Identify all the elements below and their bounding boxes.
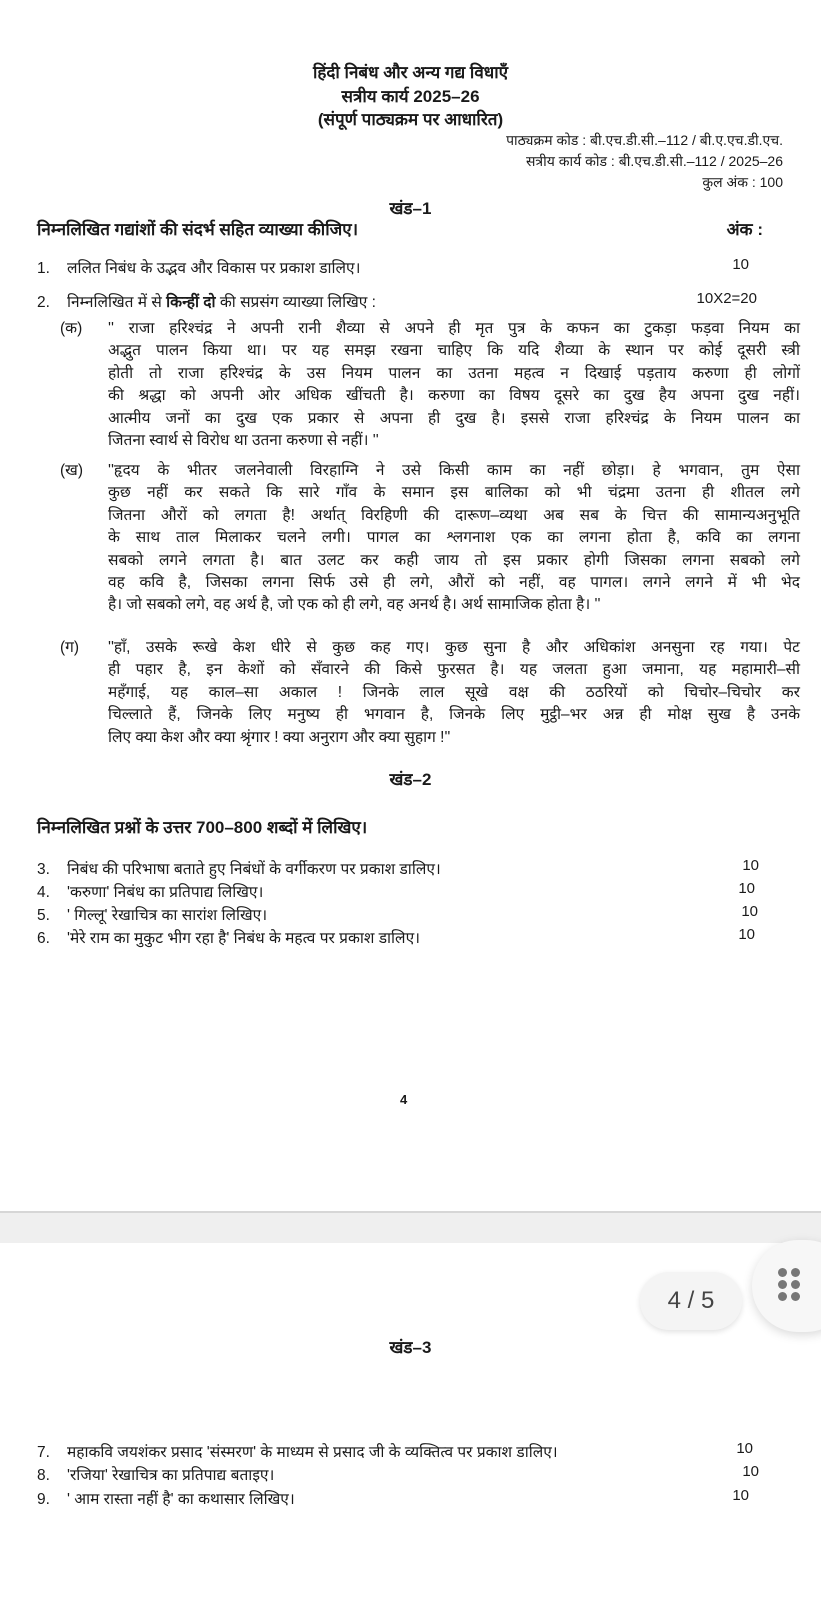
question-text: ' आम रास्ता नहीं है' का कथासार लिखिए।: [67, 1491, 295, 1508]
passage-line: सबको लगने लगता है। बात उलट कर कही जाय तो इस प्रकार होगी जिसका लगना सबको लगे: [108, 551, 800, 569]
passage-line: वह कवि है, जिसका लगना सिर्फ उसे ही लगे, औरों को नहीं, वह पागल। लगने लगने में भी भेद: [108, 574, 800, 592]
course-code: पाठ्यक्रम कोड : बी.एच.डी.सी.–112 / बी.ए.एच.डी.एच.: [506, 132, 783, 148]
passage-ka: [60, 318, 800, 452]
passage-ga: [60, 637, 800, 749]
question-number: 1.: [37, 260, 50, 277]
passage-line: आत्मीय जनों का दुख एक प्रकार से अपना ही दुख है। इससे राजा हरिश्चंद्र के नियम पालन का: [108, 409, 800, 427]
question-9: [37, 1487, 295, 1509]
question-1-marks: 10: [732, 256, 749, 273]
question-text: ललित निबंध के उद्भव और विकास पर प्रकाश डालिए।: [67, 260, 361, 277]
question-text: 'मेरे राम का मुकुट भीग रहा है' निबंध के महत्व पर प्रकाश डालिए।: [67, 930, 421, 947]
question-number: 2.: [37, 294, 50, 311]
question-number: 4.: [37, 884, 50, 901]
marks-label: अंक :: [726, 220, 763, 239]
question-number: 9.: [37, 1491, 50, 1508]
question-3: [37, 857, 441, 879]
grid-dots-icon: [778, 1268, 800, 1302]
page-separator: [0, 1211, 821, 1243]
question-number: 5.: [37, 907, 50, 924]
passage-line: ''हाँ, उसके रूखे केश धीरे से कुछ कह गए। कुछ सुना है और अधिकांश अनसुना रह गया। पेट: [108, 639, 800, 656]
section-1-instruction: निम्नलिखित गद्यांशों की संदर्भ सहित व्याख्या कीजिए।: [37, 220, 359, 239]
section-2-instruction: निम्नलिखित प्रश्नों के उत्तर 700–800 शब्दों में लिखिए।: [37, 818, 368, 837]
total-marks: कुल अंक : 100: [702, 174, 783, 190]
page-number: 4: [400, 1092, 408, 1107]
passage-line: के साथ ताल मिलाकर चलने लगी। पागल का श्लगनाश एक का लगना होता है, कवि का लगना: [108, 529, 800, 547]
passage-label: (क): [60, 320, 83, 337]
section-2-title: खंड–2: [389, 770, 432, 789]
question-6: [37, 926, 420, 948]
passage-line: महँगाई, यह काल–सा अकाल ! जिनके लाल सूखे वक्ष की ठठरियों को चिचोर–चिचोर कर: [108, 683, 800, 701]
question-number: 7.: [37, 1444, 50, 1461]
question-text: महाकवि जयशंकर प्रसाद 'संस्मरण' के माध्यम से प्रसाद जी के व्यक्तित्व पर प्रकाश डालिए।: [67, 1444, 558, 1461]
question-1: [37, 256, 361, 278]
question-4: [37, 880, 263, 902]
passage-line: जितना स्वार्थ से विरोध था उतना करुणा से नहीं। '': [108, 432, 379, 450]
passage-line: '' राजा हरिश्चंद्र ने अपनी रानी शैव्या से अपने ही मृत पुत्र के कफन का टुकड़ा फड़वा नियम का: [108, 320, 800, 337]
question-emphasis: किन्हीं दो: [166, 294, 216, 311]
document-basis: (संपूर्ण पाठ्यक्रम पर आधारित): [317, 110, 504, 129]
passage-line: ही पहार है, इन केशों को सँवारने की किसे फुरसत है। यह जलता हुआ जमाना, यह महामारी–सी: [108, 661, 800, 679]
passage-line: होती तो राजा हरिश्चंद्र के उस नियम पालन का उतना महत्व न दिखाई पड़ताय करुणा ही लोगों: [108, 364, 800, 382]
question-8: [37, 1463, 274, 1485]
question-4-marks: 10: [738, 880, 755, 897]
question-3-marks: 10: [742, 857, 759, 874]
assignment-code: सत्रीय कार्य कोड : बी.एच.डी.सी.–112 / 2025–26: [525, 153, 783, 169]
section-3-title: खंड–3: [389, 1338, 432, 1357]
question-5-marks: 10: [741, 903, 758, 920]
question-5: [37, 903, 267, 925]
passage-line: चिल्लाते हैं, जिनके लिए मनुष्य ही भगवान है, जिनके लिए मुट्ठी–भर अन्न ही मोक्ष सुख है उनके: [108, 706, 800, 724]
passage-line: अद्भुत पालन किया था। पर यह समझ रखना चाहिए कि यदि शैव्या के स्थान पर कोई दूसरी स्त्री: [108, 342, 800, 360]
passage-label: (ग): [60, 639, 80, 656]
passage-label: (ख): [60, 462, 84, 479]
question-number: 8.: [37, 1467, 50, 1484]
passage-line: है। जो सबको लगे, वह अर्थ है, जो एक को ही लगे, वह अनर्थ है। अर्थ सामाजिक होता है। '': [108, 596, 601, 614]
page-indicator[interactable]: [640, 1272, 742, 1330]
question-7: [37, 1440, 558, 1462]
page-indicator-text: 4 / 5: [667, 1287, 715, 1314]
question-text: निम्नलिखित में से: [67, 294, 167, 311]
question-text: निबंध की परिभाषा बताते हुए निबंधों के वर्गीकरण पर प्रकाश डालिए।: [67, 861, 441, 878]
question-2-marks: 10X2=20: [696, 290, 757, 307]
question-7-marks: 10: [736, 1440, 753, 1457]
question-text: की सप्रसंग व्याख्या लिखिए :: [215, 294, 376, 311]
document-title: हिंदी निबंध और अन्य गद्य विधाएँ: [312, 63, 509, 82]
question-2: [37, 290, 376, 312]
question-9-marks: 10: [732, 1487, 749, 1504]
passage-line: की श्रद्धा को अपनी ओर अधिक खींचती है। करुणा का विषय दूसरे का दुख हैय अपना दुख नहीं।: [108, 387, 800, 405]
question-text: 'रजिया' रेखाचित्र का प्रतिपाद्य बताइए।: [67, 1467, 275, 1484]
question-text: ' गिल्लू' रेखाचित्र का सारांश लिखिए।: [67, 907, 268, 924]
passage-line: लिए क्या केश और क्या श्रृंगार ! क्या अनुराग और क्या सुहाग !'': [108, 728, 451, 746]
question-6-marks: 10: [738, 926, 755, 943]
question-number: 3.: [37, 861, 50, 878]
passage-line: कुछ नहीं कर सकते कि सारे गाँव के समान इस बालिका को भी चंद्रमा उतना ही शीतल लगे: [108, 484, 800, 502]
passage-line: जितना औरों को लगता है! अर्थात् विरहिणी की दारूण–व्यथा अब सब के चित्त की सामान्यअनुभूति: [108, 506, 800, 524]
question-8-marks: 10: [742, 1463, 759, 1480]
passage-kha: [60, 460, 800, 617]
document-subtitle: सत्रीय कार्य 2025–26: [341, 87, 480, 106]
section-1-title: खंड–1: [389, 199, 432, 218]
question-number: 6.: [37, 930, 50, 947]
question-text: 'करुणा' निबंध का प्रतिपाद्य लिखिए।: [67, 884, 264, 901]
passage-line: ''हृदय के भीतर जलनेवाली विरहाग्नि ने उसे किसी काम का नहीं छोड़ा। हे भगवान, तुम ऐसा: [108, 462, 800, 479]
